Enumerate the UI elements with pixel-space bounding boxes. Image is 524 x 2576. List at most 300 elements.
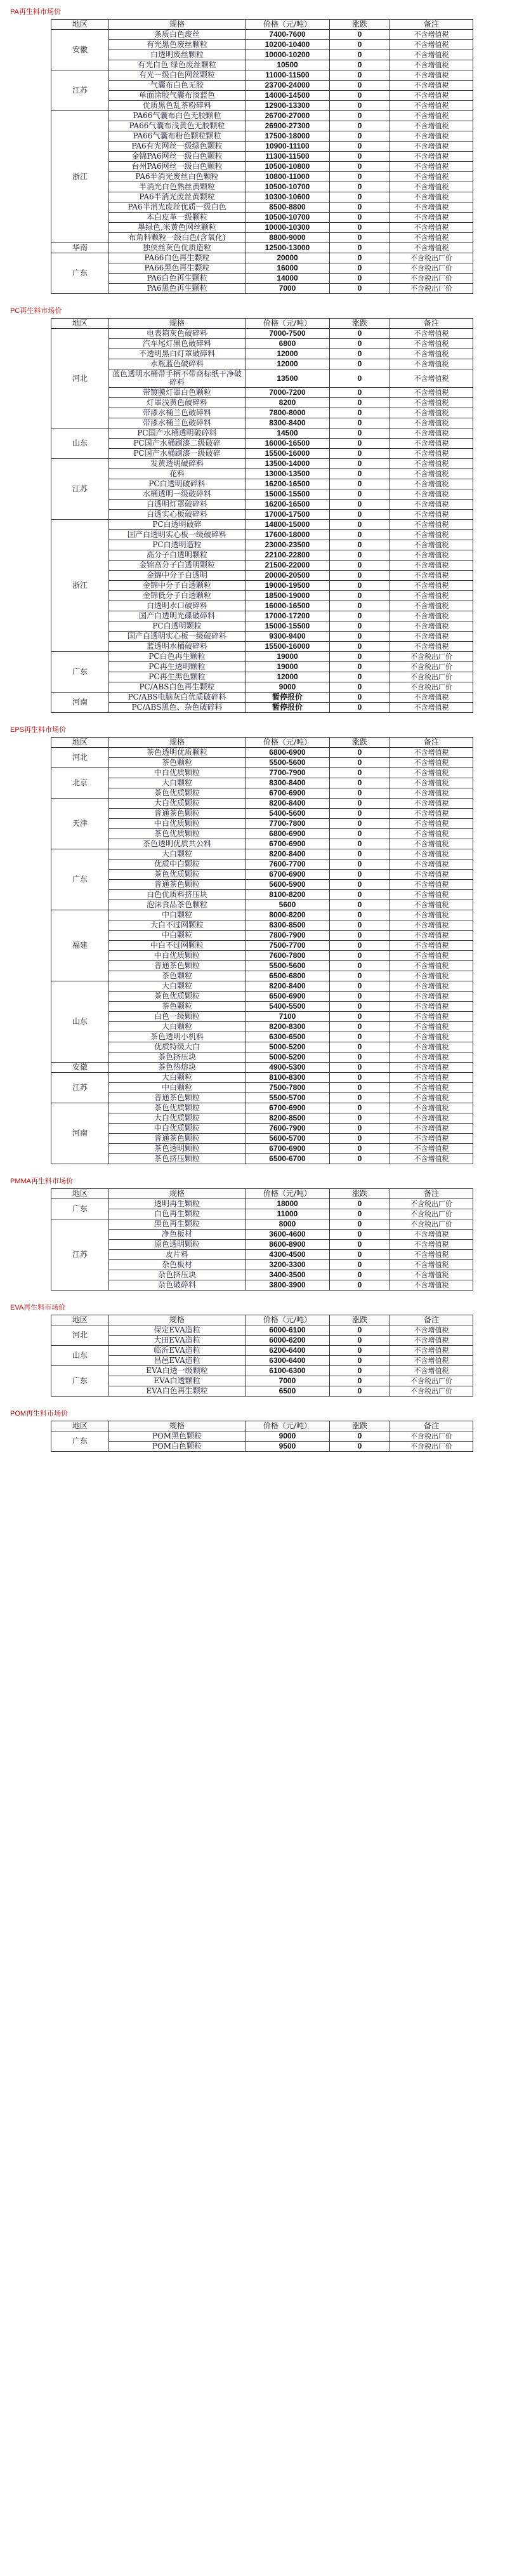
- table-row: [51, 418, 473, 428]
- change-cell: 0: [330, 1012, 390, 1022]
- price-cell: 9300-9400: [246, 632, 330, 642]
- price-cell: 6500-6800: [246, 971, 330, 981]
- spec-cell: 泡沫食品茶色颗粒: [109, 900, 246, 910]
- spec-cell: 带镀膜灯罩白色颗粒: [109, 388, 246, 398]
- table-row: [51, 530, 473, 540]
- price-cell: 4900-5300: [246, 1063, 330, 1073]
- price-cell: 5400-5500: [246, 1002, 330, 1012]
- table-row: [51, 1073, 473, 1083]
- note-cell: 不含增值税: [390, 459, 473, 469]
- region-cell: 广东: [51, 1199, 109, 1219]
- region-cell: 安徽: [51, 30, 109, 70]
- table-row: [51, 142, 473, 152]
- table-row: [51, 213, 473, 223]
- note-cell: 不含增值税: [390, 880, 473, 890]
- table-row: [51, 1144, 473, 1154]
- table-row: [51, 1250, 473, 1260]
- price-cell: 8600-8900: [246, 1240, 330, 1250]
- table-row: [51, 1442, 473, 1452]
- price-cell: 6700-6900: [246, 839, 330, 849]
- change-cell: 0: [330, 591, 390, 601]
- table-row: [51, 931, 473, 941]
- price-cell: 8000: [246, 1219, 330, 1230]
- table-row: [51, 284, 473, 294]
- price-cell: 11000-11500: [246, 70, 330, 81]
- note-cell: 不含增值税: [390, 819, 473, 829]
- price-cell: 19000: [246, 652, 330, 662]
- change-cell: 0: [330, 142, 390, 152]
- section-spacer: [0, 1397, 524, 1402]
- spec-cell: 水桶透明一级破碎料: [109, 489, 246, 500]
- header-price: 价格（元/吨）: [246, 1421, 330, 1431]
- change-cell: 0: [330, 601, 390, 611]
- table-row: [51, 981, 473, 992]
- table-row: [51, 182, 473, 192]
- price-cell: 8500-8800: [246, 202, 330, 213]
- change-cell: 0: [330, 581, 390, 591]
- price-cell: 5500-5700: [246, 1093, 330, 1103]
- note-cell: 不含增值税: [390, 951, 473, 961]
- region-cell: 北京: [51, 768, 109, 799]
- change-cell: 0: [330, 274, 390, 284]
- region-cell: 河南: [51, 693, 109, 713]
- spec-cell: PA66气囊布白色无胶颗粒: [109, 111, 246, 121]
- note-cell: 不含增值税: [390, 870, 473, 880]
- note-cell: 不含税出厂价: [390, 263, 473, 274]
- table-row: [51, 971, 473, 981]
- table-row: [51, 60, 473, 70]
- change-cell: 0: [330, 428, 390, 439]
- spec-cell: 杂色板材: [109, 1260, 246, 1270]
- price-cell: 8200-8400: [246, 981, 330, 992]
- note-cell: 不含增值税: [390, 182, 473, 192]
- table-row: [51, 30, 473, 40]
- note-cell: 不含增值税: [390, 388, 473, 398]
- region-cell: 广东: [51, 849, 109, 910]
- note-cell: 不含税出厂价: [390, 284, 473, 294]
- table-row: [51, 632, 473, 642]
- change-cell: 0: [330, 263, 390, 274]
- header-name: 规格: [109, 738, 246, 748]
- spec-cell: 茶色优质颗粒: [109, 992, 246, 1002]
- note-cell: 不含增值税: [390, 632, 473, 642]
- spec-cell: 大白颗粒: [109, 981, 246, 992]
- note-cell: 不含增值税: [390, 530, 473, 540]
- header-change: 涨跌: [330, 1421, 390, 1431]
- spec-cell: 临沂EVA造粒: [109, 1346, 246, 1356]
- spec-cell: 茶色透明优质颗粒: [109, 748, 246, 758]
- price-cell: 6800-6900: [246, 748, 330, 758]
- price-cell: 14000-14500: [246, 91, 330, 101]
- header-region: 地区: [51, 1315, 109, 1325]
- spec-cell: EVA白色再生颗粒: [109, 1386, 246, 1397]
- price-cell: 18000: [246, 1199, 330, 1209]
- note-cell: 不含增值税: [390, 540, 473, 550]
- spec-cell: PC国产水桶刷漆一级破碎: [109, 449, 246, 459]
- table-row: [51, 70, 473, 81]
- spec-cell: 中白优质颗粒: [109, 951, 246, 961]
- price-cell: 8300-8500: [246, 920, 330, 931]
- note-cell: 不含增值税: [390, 439, 473, 449]
- table-row: [51, 1002, 473, 1012]
- change-cell: 0: [330, 1280, 390, 1291]
- table-header-row: [51, 738, 473, 748]
- note-cell: 不含增值税: [390, 1144, 473, 1154]
- note-cell: 不含增值税: [390, 981, 473, 992]
- table-row: [51, 809, 473, 819]
- note-cell: 不含增值税: [390, 520, 473, 530]
- spec-cell: 气囊布白色无胶: [109, 81, 246, 91]
- price-cell: 6800: [246, 339, 330, 349]
- spec-cell: 水瓶蓝色破碎料: [109, 359, 246, 369]
- table-row: [51, 652, 473, 662]
- price-cell: 5400-5600: [246, 809, 330, 819]
- table-row: [51, 1209, 473, 1219]
- price-cell: 17000-17500: [246, 510, 330, 520]
- table-row: [51, 788, 473, 799]
- spec-cell: PA66白色再生颗粒: [109, 253, 246, 263]
- price-cell: 15500-16000: [246, 449, 330, 459]
- change-cell: 0: [330, 388, 390, 398]
- table-row: [51, 408, 473, 418]
- price-cell: 12000: [246, 672, 330, 682]
- table-row: [51, 703, 473, 713]
- note-cell: 不含增值税: [390, 162, 473, 172]
- table-row: [51, 1386, 473, 1397]
- note-cell: 不含增值税: [390, 1113, 473, 1124]
- price-cell: 17500-18000: [246, 131, 330, 142]
- header-note: 备注: [390, 738, 473, 748]
- change-cell: 0: [330, 642, 390, 652]
- price-cell: 6500-6900: [246, 992, 330, 1002]
- table-row: [51, 910, 473, 920]
- table-row: [51, 1280, 473, 1291]
- change-cell: 0: [330, 1042, 390, 1052]
- table-row: [51, 799, 473, 809]
- price-cell: 6700-6900: [246, 870, 330, 880]
- spec-cell: PC白透明颗粒: [109, 621, 246, 632]
- note-cell: 不含增值税: [390, 1230, 473, 1240]
- spec-cell: 茶色优质颗粒: [109, 829, 246, 839]
- section-title: POM再生料市场价: [10, 1410, 69, 1417]
- note-cell: 不含增值税: [390, 920, 473, 931]
- price-cell: 8200-8400: [246, 849, 330, 860]
- change-cell: 0: [330, 1386, 390, 1397]
- price-cell: 5000-5200: [246, 1052, 330, 1063]
- note-cell: 不含增值税: [390, 329, 473, 339]
- price-cell: 3200-3300: [246, 1260, 330, 1270]
- table-row: [51, 329, 473, 339]
- change-cell: 0: [330, 1103, 390, 1113]
- note-cell: 不含增值税: [390, 758, 473, 768]
- note-cell: 不含税出厂价: [390, 672, 473, 682]
- spec-cell: 大白颗粒: [109, 849, 246, 860]
- spec-cell: 白色优质料挤压块: [109, 890, 246, 900]
- note-cell: 不含增值税: [390, 910, 473, 920]
- spec-cell: 白色再生颗粒: [109, 1209, 246, 1219]
- spec-cell: PA6有光网丝一级绿色颗粒: [109, 142, 246, 152]
- spec-cell: 花料: [109, 469, 246, 479]
- price-cell: 12000: [246, 349, 330, 359]
- note-cell: 不含增值税: [390, 1240, 473, 1250]
- spec-cell: PA6半消光废丝白色颗粒: [109, 172, 246, 182]
- note-cell: 不含增值税: [390, 561, 473, 571]
- note-cell: 不含税出厂价: [390, 1219, 473, 1230]
- note-cell: 不含增值税: [390, 70, 473, 81]
- price-cell: 6700-6900: [246, 788, 330, 799]
- region-cell: 浙江: [51, 111, 109, 243]
- note-cell: 不含增值税: [390, 941, 473, 951]
- spec-cell: 高分子白透明颗粒: [109, 550, 246, 561]
- note-cell: 不含增值税: [390, 243, 473, 253]
- table-row: [51, 500, 473, 510]
- note-cell: 不含税出厂价: [390, 1199, 473, 1209]
- spec-cell: PC再生透明颗粒: [109, 662, 246, 672]
- note-cell: 不含增值税: [390, 1063, 473, 1073]
- spec-cell: 茶色透明小机料: [109, 1032, 246, 1042]
- table-row: [51, 388, 473, 398]
- price-cell: 8200-8400: [246, 799, 330, 809]
- note-cell: 不含增值税: [390, 1280, 473, 1291]
- price-cell: 16000-16500: [246, 439, 330, 449]
- change-cell: 0: [330, 920, 390, 931]
- note-cell: 不含增值税: [390, 703, 473, 713]
- table-row: [51, 1376, 473, 1386]
- spec-cell: PC/ABS黑色、杂色破碎料: [109, 703, 246, 713]
- spec-cell: 杂色破碎料: [109, 1280, 246, 1291]
- change-cell: 0: [330, 1376, 390, 1386]
- price-cell: 14500: [246, 428, 330, 439]
- change-cell: 0: [330, 1063, 390, 1073]
- price-cell: 10800-11000: [246, 172, 330, 182]
- table-row: [51, 339, 473, 349]
- table-row: [51, 263, 473, 274]
- note-cell: 不含增值税: [390, 1093, 473, 1103]
- change-cell: 0: [330, 81, 390, 91]
- table-row: [51, 1083, 473, 1093]
- change-cell: 0: [330, 111, 390, 121]
- price-cell: 16000-16500: [246, 601, 330, 611]
- spec-cell: 国产白透明实心板一级破碎料: [109, 632, 246, 642]
- table-row: [51, 860, 473, 870]
- note-cell: 不含增值税: [390, 1022, 473, 1032]
- spec-cell: 茶色透明优质共公料: [109, 839, 246, 849]
- spec-cell: 茶色优质颗粒: [109, 870, 246, 880]
- region-cell: 河北: [51, 329, 109, 428]
- change-cell: 0: [330, 971, 390, 981]
- price-cell: 10500: [246, 60, 330, 70]
- spec-cell: 大白颗粒: [109, 1022, 246, 1032]
- change-cell: 0: [330, 652, 390, 662]
- table-row: [51, 359, 473, 369]
- table-row: [51, 243, 473, 253]
- change-cell: 0: [330, 621, 390, 632]
- header-name: 规格: [109, 1189, 246, 1199]
- price-cell: 7700-7800: [246, 819, 330, 829]
- change-cell: 0: [330, 418, 390, 428]
- table-row: [51, 1154, 473, 1164]
- spec-cell: 普通茶色颗粒: [109, 1134, 246, 1144]
- spec-cell: 大白颗粒: [109, 778, 246, 788]
- table-row: [51, 369, 473, 388]
- change-cell: 0: [330, 1442, 390, 1452]
- spec-cell: 保定EVA造粒: [109, 1325, 246, 1336]
- spec-cell: 普通茶色颗粒: [109, 961, 246, 971]
- note-cell: 不含增值税: [390, 339, 473, 349]
- spec-cell: POM黑色颗粒: [109, 1431, 246, 1442]
- section-title: PMMA再生料市场价: [10, 1178, 73, 1185]
- price-cell: 7000: [246, 1376, 330, 1386]
- price-table: [51, 19, 473, 294]
- price-cell: 6700-6900: [246, 1144, 330, 1154]
- change-cell: 0: [330, 931, 390, 941]
- spec-cell: PA66黑色再生颗粒: [109, 263, 246, 274]
- note-cell: 不含增值税: [390, 693, 473, 703]
- change-cell: 0: [330, 571, 390, 581]
- price-cell: 14800-15000: [246, 520, 330, 530]
- spec-cell: 条质白色废丝: [109, 30, 246, 40]
- region-cell: 江苏: [51, 1073, 109, 1103]
- spec-cell: 优质特级大白: [109, 1042, 246, 1052]
- change-cell: 0: [330, 880, 390, 890]
- section-spacer: [0, 1164, 524, 1169]
- spec-cell: 白透实心板破碎料: [109, 510, 246, 520]
- price-cell: 8000-8200: [246, 910, 330, 920]
- table-header-row: [51, 1315, 473, 1325]
- price-cell: 8200-8500: [246, 1113, 330, 1124]
- note-cell: 不含增值税: [390, 91, 473, 101]
- table-row: [51, 253, 473, 263]
- change-cell: 0: [330, 809, 390, 819]
- table-row: [51, 992, 473, 1002]
- note-cell: 不含增值税: [390, 809, 473, 819]
- region-cell: 广东: [51, 1431, 109, 1452]
- region-cell: 广东: [51, 253, 109, 294]
- table-row: [51, 951, 473, 961]
- change-cell: 0: [330, 1199, 390, 1209]
- section-title: PC再生料市场价: [10, 307, 62, 315]
- region-cell: 安徽: [51, 1063, 109, 1073]
- price-cell: 8100-8200: [246, 890, 330, 900]
- table-row: [51, 398, 473, 408]
- header-region: 地区: [51, 738, 109, 748]
- price-cell: 19000-19500: [246, 581, 330, 591]
- change-cell: 0: [330, 611, 390, 621]
- table-row: [51, 172, 473, 182]
- change-cell: 0: [330, 561, 390, 571]
- change-cell: 0: [330, 70, 390, 81]
- table-row: [51, 349, 473, 359]
- change-cell: 0: [330, 870, 390, 880]
- change-cell: 0: [330, 1093, 390, 1103]
- price-cell: 6300-6500: [246, 1032, 330, 1042]
- note-cell: 不含增值税: [390, 642, 473, 652]
- note-cell: 不含增值税: [390, 1270, 473, 1280]
- table-row: [51, 459, 473, 469]
- change-cell: 0: [330, 101, 390, 111]
- change-cell: 0: [330, 329, 390, 339]
- table-row: [51, 439, 473, 449]
- table-row: [51, 91, 473, 101]
- note-cell: 不含税出厂价: [390, 1376, 473, 1386]
- header-name: 规格: [109, 20, 246, 30]
- table-header-row: [51, 20, 473, 30]
- price-cell: 8200-8300: [246, 1022, 330, 1032]
- change-cell: 0: [330, 1052, 390, 1063]
- note-cell: 不含增值税: [390, 571, 473, 581]
- change-cell: 0: [330, 768, 390, 778]
- price-cell: 16200-16500: [246, 479, 330, 489]
- spec-cell: 茶色优质颗粒: [109, 788, 246, 799]
- change-cell: 0: [330, 981, 390, 992]
- change-cell: 0: [330, 162, 390, 172]
- table-header-row: [51, 319, 473, 329]
- price-cell: 5600: [246, 900, 330, 910]
- note-cell: 不含增值税: [390, 849, 473, 860]
- price-table: [51, 318, 473, 713]
- note-cell: 不含税出厂价: [390, 662, 473, 672]
- table-row: [51, 162, 473, 172]
- spec-cell: 金锦中分子白透颗粒: [109, 581, 246, 591]
- price-cell: 10500-10700: [246, 182, 330, 192]
- price-cell: 23700-24000: [246, 81, 330, 91]
- note-cell: 不含增值税: [390, 40, 473, 50]
- price-cell: 8200: [246, 398, 330, 408]
- change-cell: 0: [330, 951, 390, 961]
- note-cell: 不含增值税: [390, 1012, 473, 1022]
- header-price: 价格（元/吨）: [246, 20, 330, 30]
- spec-cell: 大田EVA造粒: [109, 1336, 246, 1346]
- note-cell: 不含增值税: [390, 1356, 473, 1366]
- change-cell: 0: [330, 910, 390, 920]
- price-cell: 26900-27300: [246, 121, 330, 131]
- note-cell: 不含增值税: [390, 931, 473, 941]
- price-table: [51, 737, 473, 1164]
- spec-cell: 金锦中分子白透明: [109, 571, 246, 581]
- header-note: 备注: [390, 319, 473, 329]
- price-cell: 暂停报价: [246, 703, 330, 713]
- spec-cell: POM白色颗粒: [109, 1442, 246, 1452]
- spec-cell: 黑色再生颗粒: [109, 1219, 246, 1230]
- change-cell: 0: [330, 30, 390, 40]
- region-cell: 广东: [51, 1366, 109, 1397]
- change-cell: 0: [330, 961, 390, 971]
- change-cell: 0: [330, 1002, 390, 1012]
- price-cell: 7100: [246, 1012, 330, 1022]
- table-row: [51, 768, 473, 778]
- region-cell: 江苏: [51, 459, 109, 520]
- table-row: [51, 880, 473, 890]
- change-cell: 0: [330, 758, 390, 768]
- change-cell: 0: [330, 839, 390, 849]
- spec-cell: PA6黑色再生颗粒: [109, 284, 246, 294]
- table-row: [51, 819, 473, 829]
- price-cell: 10200-10400: [246, 40, 330, 50]
- table-row: [51, 961, 473, 971]
- header-note: 备注: [390, 1315, 473, 1325]
- table-row: [51, 81, 473, 91]
- note-cell: 不含增值税: [390, 50, 473, 60]
- change-cell: 0: [330, 1073, 390, 1083]
- change-cell: 0: [330, 182, 390, 192]
- table-row: [51, 941, 473, 951]
- price-cell: 3600-4600: [246, 1230, 330, 1240]
- spec-cell: PC白透明破碎: [109, 520, 246, 530]
- note-cell: 不含增值税: [390, 890, 473, 900]
- price-cell: 5000-5200: [246, 1042, 330, 1052]
- change-cell: 0: [330, 799, 390, 809]
- price-cell: 6800-6900: [246, 829, 330, 839]
